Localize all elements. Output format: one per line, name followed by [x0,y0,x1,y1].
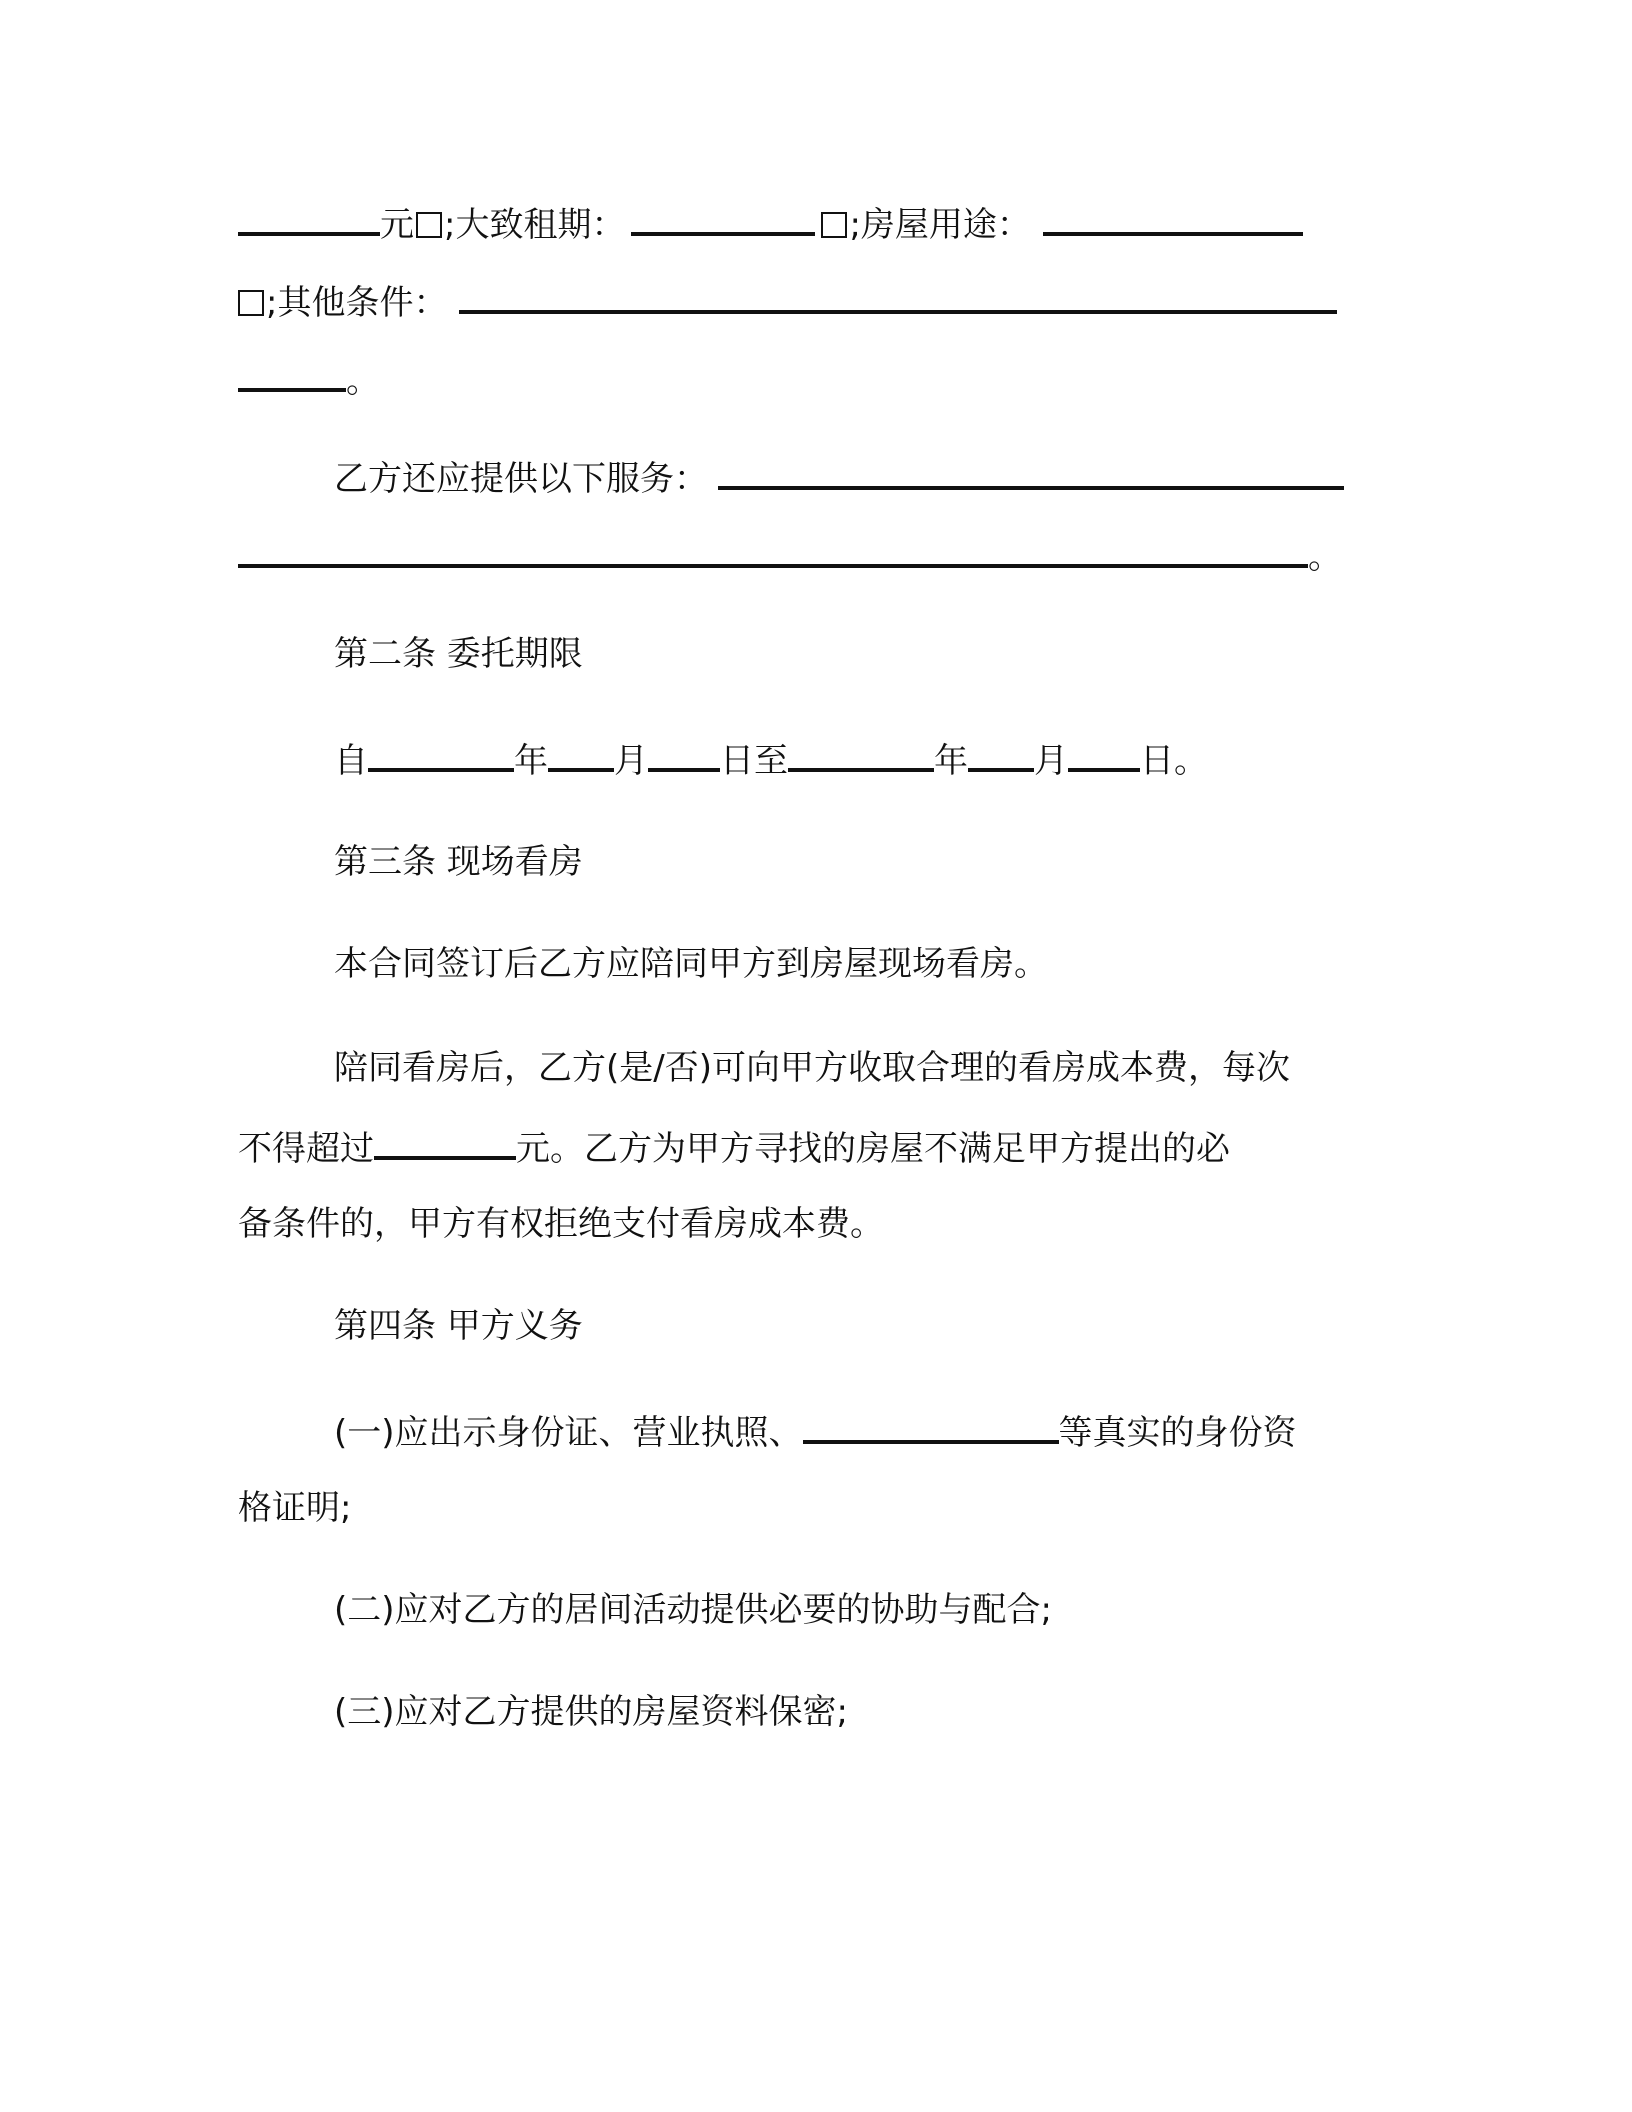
paragraph-text: 备条件的，甲方有权拒绝支付看房成本费。 [238,1204,884,1244]
blank-viewing-fee [374,1122,516,1160]
article4-item3 [238,1688,1384,1736]
line-other-conditions-cont [238,354,1384,405]
paragraph-text: 陪同看房后，乙方(是/否)可向甲方收取合理的看房成本费，每次 [334,1048,1290,1088]
item-text: (三)应对乙方提供的房屋资料保密; [334,1692,848,1732]
item-text: 格证明; [238,1488,352,1528]
blank-services-cont [238,530,1308,568]
blank-year-end [788,734,934,772]
blank-house-use [1043,198,1303,236]
text-use-label: ;房屋用途： [849,205,1031,245]
article4-item2 [238,1586,1384,1634]
text-from: 自 [334,741,368,781]
text-other-label: ;其他条件： [266,283,448,323]
blank-year-start [368,734,514,772]
article2-heading [238,630,1384,678]
blank-rent-period [631,198,815,236]
item-text: (二)应对乙方的居间活动提供必要的协助与配合; [334,1590,1052,1630]
checkbox-3 [238,290,264,316]
text-yuan: 元 [380,205,414,245]
line-services-cont [238,530,1384,581]
article3-p2-line1 [238,1044,1384,1092]
article4-heading [238,1302,1384,1350]
text-year1: 年 [514,741,548,781]
blank-month-start [548,734,614,772]
blank-month-end [968,734,1034,772]
blank-other-conditions [459,276,1337,314]
article3-p1 [238,940,1384,988]
text-day2: 日。 [1140,741,1208,781]
paragraph-text: 本合同签订后乙方应陪同甲方到房屋现场看房。 [334,944,1048,984]
text-period-label: ;大致租期： [444,205,626,245]
text-month1: 月 [614,741,648,781]
article3-p2-line2 [238,1122,1384,1173]
article3-heading [238,838,1384,886]
blank-services [718,452,1344,490]
text-period-end: 。 [346,361,380,401]
article3-p2-line3 [238,1200,1384,1248]
article2-term [238,734,1384,785]
heading-text: 第三条 现场看房 [334,842,583,882]
text-day1: 日至 [720,741,788,781]
checkbox-1 [416,212,442,238]
blank-day-start [648,734,720,772]
heading-text: 第四条 甲方义务 [334,1306,583,1346]
text-services-end: 。 [1308,537,1342,577]
article4-item1 [238,1406,1384,1457]
blank-other-conditions-cont [238,354,346,392]
item-text: (一)应出示身份证、营业执照、 [334,1413,803,1453]
blank-rent-amount [238,198,380,236]
text-services-label: 乙方还应提供以下服务： [334,459,708,499]
blank-day-end [1068,734,1140,772]
article4-item1-cont [238,1484,1384,1532]
blank-other-documents [803,1406,1059,1444]
heading-text: 第二条 委托期限 [334,634,583,674]
text-not-exceed: 不得超过 [238,1129,374,1169]
line-services [238,452,1384,503]
text-year2: 年 [934,741,968,781]
item-text: 等真实的身份资 [1058,1413,1297,1453]
paragraph-text: 元。乙方为甲方寻找的房屋不满足甲方提出的必 [516,1129,1230,1169]
text-month2: 月 [1034,741,1068,781]
line-rent-period-use [238,198,1384,249]
line-other-conditions [238,276,1384,327]
checkbox-2 [821,212,847,238]
